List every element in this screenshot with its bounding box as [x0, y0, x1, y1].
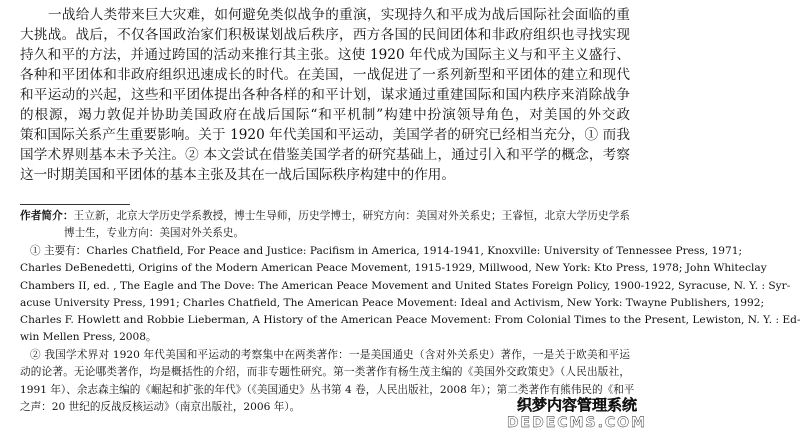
footnote-1-line: Chambers II, ed. , The Eagle and The Dove: The American Peace Movement and United States Foreign Policy, 1900-1922, Syracuse, N. Y. : Syr- — [20, 280, 791, 292]
body-line: 国学术界则基本未予关注。② 本文尝试在借鉴美国学者的研究基础上，通过引入和平学的概念，考察 — [20, 147, 630, 163]
footnote-2-line: 之声：20 世纪的反战反核运动》（南京出版社，2006 年）。 — [20, 401, 301, 413]
watermark-cn: 织梦内容管理系统 — [516, 396, 637, 414]
body-line: 这一时期美国和平团体的基本主张及其在一战后国际秩序构建中的作用。 — [20, 167, 455, 183]
body-line: 的根源，竭力敦促并协助美国政府在战后国际“和平机制”构建中扮演领导角色，对美国的外交政 — [20, 107, 630, 123]
body-line: 一战给人类带来巨大灾难，如何避免类似战争的重演，实现持久和平成为战后国际社会面临的重 — [48, 7, 630, 23]
footnote-2-line: 动的论著。无论哪类著作，均是概括性的介绍，而非专题性研究。第一类著作有杨生茂主编的《美国外交政策史》（人民出版社， — [20, 366, 630, 378]
footnote-1-line: acuse University Press, 1991; Charles Chatfield, The American Peace Movement: Ideal and Activism, New York: Twayne Publishers, 1992; — [20, 297, 765, 309]
footnote-2-line: 1991 年）、余志森主编的《崛起和扩张的年代》（《美国通史》丛书第 4 卷，人民出版社，2008 年）；第二类著作有熊伟民的《和平 — [20, 384, 635, 396]
watermark — [507, 394, 647, 431]
footnote-1-line: ① 主要有：Charles Chatfield, For Peace and Justice: Pacifism in America, 1914-1941, Knoxville: University of Tennessee Press, 1971; — [30, 245, 743, 257]
body-line: 各种和平团体和非政府组织迅速成长的时代。在美国，一战促进了一系列新型和平团体的建立和现代 — [20, 67, 630, 83]
footnote-2-line: ② 我国学术界对 1920 年代美国和平运动的考察集中在两类著作：一是美国通史（含对外关系史）著作，一是关于欧美和平运 — [30, 349, 630, 361]
body-line: 大挑战。战后，不仅各国政治家们积极谋划战后秩序，西方各国的民间团体和非政府组织也寻找实现 — [20, 27, 630, 43]
author-label: 作者简介： — [20, 210, 74, 222]
footnote-1-line: Charles DeBenedetti, Origins of the Modern American Peace Movement, 1915-1929, Millwood, New York: Kto Press, 1978; John Whiteclay — [20, 262, 767, 274]
author-intro — [20, 208, 630, 225]
watermark-en: DEDECMS.COM — [506, 415, 647, 431]
body-line: 持久和平的方法，并通过跨国的活动来推行其主张。这使 1920 年代成为国际主义与和平主义盛行、 — [20, 47, 630, 63]
body-line: 和平运动的兴起，这些和平团体提出各种各样的和平计划，谋求通过重建国际和国内秩序来消除战争 — [20, 87, 630, 103]
body-line: 策和国际关系产生重要影响。关于 1920 年代美国和平运动，美国学者的研究已经相当充分，① 而我 — [20, 127, 630, 143]
author-text: 王立新，北京大学历史学系教授，博士生导师，历史学博士，研究方向：美国对外关系史；王睿恒，北京大学历史学系 — [73, 210, 631, 222]
author-text-cont: 博士生，专业方向：美国对外关系史。 — [64, 227, 245, 239]
footnote-1-line: Charles F. Howlett and Robbie Lieberman, A History of the American Peace Movement: From Colonial Times to the Present, Lewiston, N. Y. : Ed- — [20, 314, 801, 326]
footnote-1-line: win Mellen Press, 2008。 — [20, 331, 157, 343]
footnote-separator — [20, 204, 130, 205]
